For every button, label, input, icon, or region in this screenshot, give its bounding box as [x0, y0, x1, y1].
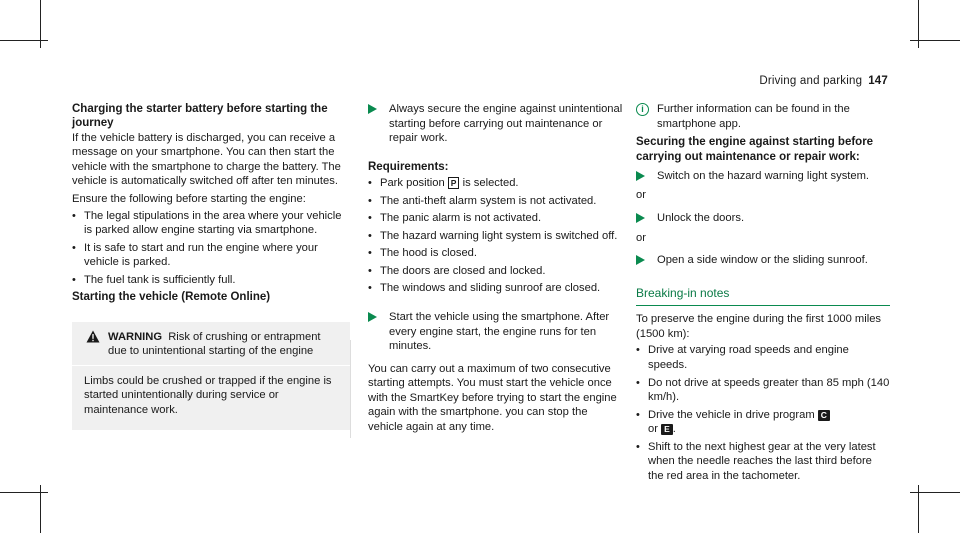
list-item-text: The windows and sliding sunroof are closed. — [380, 282, 601, 295]
warning-body: Limbs could be crushed or trapped if the engine is started unintentionally during service or maintenance work. — [84, 374, 332, 416]
list-item — [636, 376, 890, 405]
list-item-text: The legal stipulations in the area where your vehicle is parked allow engine starting via smartphone. — [84, 209, 342, 237]
action-step — [636, 211, 890, 226]
list-item-text: The doors are closed and locked. — [380, 264, 546, 277]
heading-charging: Charging the starter battery before starting the journey — [72, 103, 328, 130]
list-item — [368, 176, 623, 191]
list-item-text: Drive at varying road speeds and engine speeds. — [648, 344, 849, 371]
warning-box — [72, 322, 350, 430]
bullet-icon: • — [636, 408, 640, 421]
warning-text — [108, 330, 338, 359]
list-item — [72, 273, 350, 288]
list-item-text: The hood is closed. — [380, 247, 478, 260]
intro-paragraph: If the vehicle battery is discharged, you can receive a message on your smartphone. You can then start the vehicle with the smartphone to charge the battery. The vehicle is automatically switched off after ten minutes. — [72, 131, 341, 188]
or-text: or — [636, 189, 646, 202]
action-arrow-icon — [636, 213, 645, 223]
page-number: 147 — [868, 75, 888, 87]
list-item — [72, 209, 350, 238]
list-item — [636, 440, 890, 484]
bullet-icon: • — [72, 273, 76, 286]
column-divider — [350, 340, 351, 438]
action-text: Open a side window or the sliding sunroof. — [657, 254, 868, 267]
list-item-text: or — [648, 423, 658, 436]
action-arrow-icon — [368, 312, 377, 322]
bullet-icon: • — [368, 282, 372, 295]
action-step — [368, 310, 623, 354]
action-arrow-icon — [368, 104, 377, 114]
list-item-text: The panic alarm is not activated. — [380, 212, 542, 225]
warning-header — [84, 330, 338, 359]
prereq-list — [72, 209, 350, 288]
warning-title: WARNING — [108, 330, 163, 343]
breaking-in-intro: To preserve the engine during the first 1000 miles (1500 km): — [636, 313, 882, 340]
bullet-icon: • — [636, 376, 640, 389]
list-item — [636, 408, 890, 437]
subheading-remote: Starting the vehicle (Remote Online) — [72, 291, 271, 304]
list-item-text: Drive the vehicle in drive program — [648, 408, 815, 421]
crop-mark — [0, 40, 48, 41]
bullet-icon: • — [636, 440, 640, 453]
column-2 — [368, 102, 623, 435]
crop-mark — [0, 492, 48, 493]
drive-program-c-icon: C — [818, 410, 830, 421]
action-step — [636, 253, 890, 268]
list-item-text: The fuel tank is sufficiently full. — [84, 273, 236, 286]
list-item — [636, 343, 890, 372]
info-icon: i — [636, 103, 649, 116]
bullet-icon: • — [368, 247, 372, 260]
action-text: Start the vehicle using the smartphone. After every engine start, the engine runs for ten minutes. — [389, 311, 610, 353]
list-item-text: . — [672, 423, 676, 436]
list-item — [368, 194, 623, 209]
list-item-text: is selected. — [462, 177, 519, 190]
or-text: or — [636, 231, 646, 244]
column-3 — [636, 102, 890, 486]
list-item — [72, 241, 350, 270]
header-section: Driving and parking — [759, 75, 863, 87]
crop-mark — [910, 40, 960, 41]
column-1 — [72, 102, 350, 430]
bullet-icon: • — [636, 344, 640, 357]
requirements-title: Requirements: — [368, 160, 449, 173]
section-title-breaking-in: Breaking-in notes — [636, 286, 890, 307]
action-arrow-icon — [636, 255, 645, 265]
heading-securing: Securing the engine against starting before carrying out maintenance or repair work: — [636, 136, 874, 163]
bullet-icon: • — [368, 194, 372, 207]
action-arrow-icon — [636, 171, 645, 181]
list-item — [368, 281, 623, 296]
list-item-text: Do not drive at speeds greater than 85 mph (140 km/h). — [648, 376, 890, 404]
bullet-icon: • — [368, 177, 372, 190]
action-text: Switch on the hazard warning light system. — [657, 169, 870, 182]
ensure-paragraph: Ensure the following before starting the engine: — [72, 193, 306, 205]
bullet-icon: • — [368, 264, 372, 277]
list-item — [368, 264, 623, 279]
warning-divider — [72, 365, 350, 366]
action-text: Always secure the engine against unintentional starting before carrying out maintenance or repair work. — [389, 103, 623, 145]
info-note — [636, 102, 890, 131]
list-item-text: It is safe to start and run the engine where your vehicle is parked. — [84, 241, 318, 269]
list-item — [368, 211, 623, 226]
warning-triangle-icon — [86, 330, 100, 343]
action-step — [636, 169, 890, 184]
running-header — [759, 74, 888, 89]
warning-head-text: Risk of crushing or entrapment due to unintentional starting of the engine — [108, 330, 321, 358]
requirements-list — [368, 176, 623, 296]
drive-program-e-icon: E — [661, 424, 673, 435]
list-item — [368, 246, 623, 261]
bullet-icon: • — [72, 209, 76, 222]
action-step — [368, 102, 623, 146]
bullet-icon: • — [368, 212, 372, 225]
action-text: Unlock the doors. — [657, 212, 745, 224]
info-text: Further information can be found in the smartphone app. — [657, 103, 850, 130]
list-item-text: The anti-theft alarm system is not activated. — [380, 194, 597, 207]
crop-mark — [910, 492, 960, 493]
park-position-icon: P — [448, 177, 460, 189]
list-item — [368, 229, 623, 244]
list-item-text: Park position — [380, 177, 445, 190]
bullet-icon: • — [72, 241, 76, 254]
breaking-in-list — [636, 343, 890, 483]
list-item-text: The hazard warning light system is switched off. — [380, 229, 618, 242]
attempts-paragraph: You can carry out a maximum of two consecutive starting attempts. You must start the vehicle once with the SmartKey before trying to start the engine again with the smartphone. you can stop the vehicle again at any time. — [368, 362, 617, 433]
list-item-text: Shift to the next highest gear at the very latest when the needle reaches the last third before the red area in the tachometer. — [648, 440, 876, 482]
bullet-icon: • — [368, 229, 372, 242]
